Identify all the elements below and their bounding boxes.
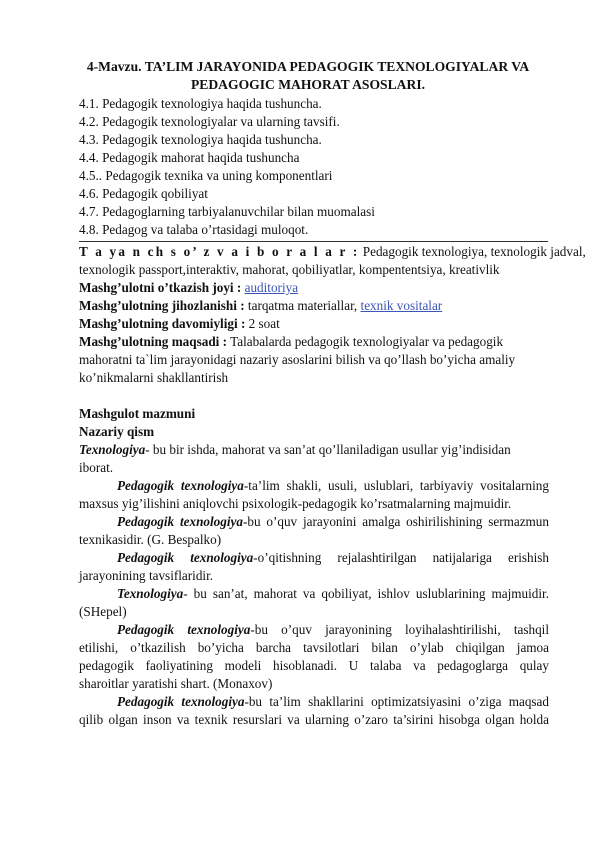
definition-term: Pedagogik texnologiya (117, 478, 244, 493)
definition-text: -bu o’quv jarayonini amalga oshirilishining sermazmun (242, 514, 549, 529)
definition-1 (79, 441, 549, 459)
definition-text: -bu o’quv jarayonining loyihalashtirilishi, tashqil (250, 622, 549, 637)
page-title (70, 58, 546, 94)
place-line (79, 279, 549, 297)
outline-item: 4.1. Pedagogik texnologiya haqida tushuncha. (79, 96, 322, 111)
definition-3 (79, 513, 549, 531)
outline-item: 4.5.. Pedagogik texnika va uning komponentlari (79, 168, 333, 183)
definition-text: - bu san’at, mahorat va qobiliyat, ishlov uslublarining majmuidir. (183, 586, 549, 601)
definition-term: Texnologiya (117, 586, 184, 601)
lesson-meta (79, 243, 586, 387)
outline-item: 4.3. Pedagogik texnologiya haqida tushuncha. (79, 132, 322, 147)
definition-6-cont: sharoitlar yaratishi shart. (Monaxov) (79, 676, 273, 691)
outline-item: 4.7. Pedagoglarning tarbiyalanuvchilar bilan muomalasi (79, 204, 375, 219)
definition-5-cont: (SHepel) (79, 604, 127, 619)
place-label: Mashg’ulotni o’tkazish joyi : (79, 280, 242, 295)
definition-text: -ta’lim shakli, usuli, uslublari, tarbiyaviy vositalarning (243, 478, 549, 493)
definition-term: Pedagogik texnologiya (117, 622, 251, 637)
keywords-line (79, 243, 586, 261)
theory-heading: Nazariy qism (79, 424, 155, 439)
outline-item: 4.8. Pedagog va talaba o’rtasidagi muloqot. (79, 222, 309, 237)
definition-term: Pedagogik texnologiya (117, 514, 243, 529)
keywords-text: Pedagogik texnologiya, texnologik jadval, (359, 244, 586, 259)
goal-line (79, 333, 549, 351)
goal-text: Talabalarda pedagogik texnologiyalar va pedagogik (227, 334, 504, 349)
equipment-line (79, 297, 549, 315)
keywords-label: T a ya n ch s o’ z v a i b o r a l a r : (79, 244, 360, 259)
content-heading: Mashgulot mazmuni (79, 406, 196, 421)
definition-text: -bu ta’lim shakllarini optimizatsiyasini o’ziga maqsad (244, 694, 549, 709)
definition-4 (79, 549, 549, 567)
duration-line (79, 315, 549, 333)
definition-2 (79, 477, 549, 495)
definition-6 (79, 621, 549, 639)
equipment-text: tarqatma materiallar, (244, 298, 361, 313)
definition-term: Texnologiya (79, 442, 146, 457)
duration-label: Mashg’ulotning davomiyligi : (79, 316, 246, 331)
content-section (79, 405, 549, 729)
definition-1-cont: iborat. (79, 460, 114, 475)
outline-item: 4.2. Pedagogik texnologiyalar va ularning tavsifi. (79, 114, 340, 129)
equipment-link[interactable]: texnik vositalar (360, 298, 443, 313)
definition-5 (79, 585, 549, 603)
definition-7-cont: qilib olgan inson va texnik resurslari va ularning o’zaro ta’sirini hisobga olgan holda (79, 712, 549, 727)
definition-term: Pedagogik texnologiya (117, 550, 254, 565)
definition-4-cont: jarayonining tavsiflaridir. (79, 568, 214, 583)
keywords-line-2: texnologik passport,interaktiv, mahorat, qobiliyatlar, kompententsiya, kreativlik (79, 262, 500, 277)
topic-outline (79, 95, 549, 239)
goal-line-3: ko’nikmalarni shakllantirish (79, 370, 229, 385)
outline-item: 4.6. Pedagogik qobiliyat (79, 186, 208, 201)
definition-2-cont: maxsus yig’ilishini aniqlovchi psixologik-pedagogik ko’rsatmalarning majmuidir. (79, 496, 512, 511)
goal-line-2: mahoratni ta`lim jarayonidagi nazariy asoslarini bilish va qo’llash bo’yicha amaliy (79, 352, 516, 367)
definition-term: Pedagogik texnologiya (117, 694, 245, 709)
definition-text: -o’qitishning rejalashtirilgan natijalariga erishish (253, 550, 550, 565)
definition-text: - bu bir ishda, mahorat va san’at qo’llaniladigan usullar yig’indisidan (145, 442, 511, 457)
equipment-label: Mashg’ulotning jihozlanishi : (79, 298, 245, 313)
place-link[interactable]: auditoriya (244, 280, 299, 295)
divider-line (79, 241, 548, 242)
title-line-2: PEDAGOGIC MAHORAT ASOSLARI. (190, 77, 426, 92)
definition-6-cont: pedagogik faoliyatining modeli hisoblanadi. U talaba va pedagoglarga qulay (79, 658, 549, 673)
definition-3-cont: texnikasidir. (G. Bespalko) (79, 532, 222, 547)
duration-text: 2 soat (245, 316, 280, 331)
outline-item: 4.4. Pedagogik mahorat haqida tushuncha (79, 150, 300, 165)
definition-7 (79, 693, 549, 711)
goal-label: Mashg’ulotning maqsadi : (79, 334, 228, 349)
definition-6-cont: etilishi, o’tkazilish bo’yicha barcha tavsilotlari bilan o’ylab chiqilgan jamoa (79, 640, 549, 655)
title-line-1: 4-Mavzu. TA’LIM JARAYONIDA PEDAGOGIK TEXNOLOGIYALAR VA (86, 59, 530, 74)
